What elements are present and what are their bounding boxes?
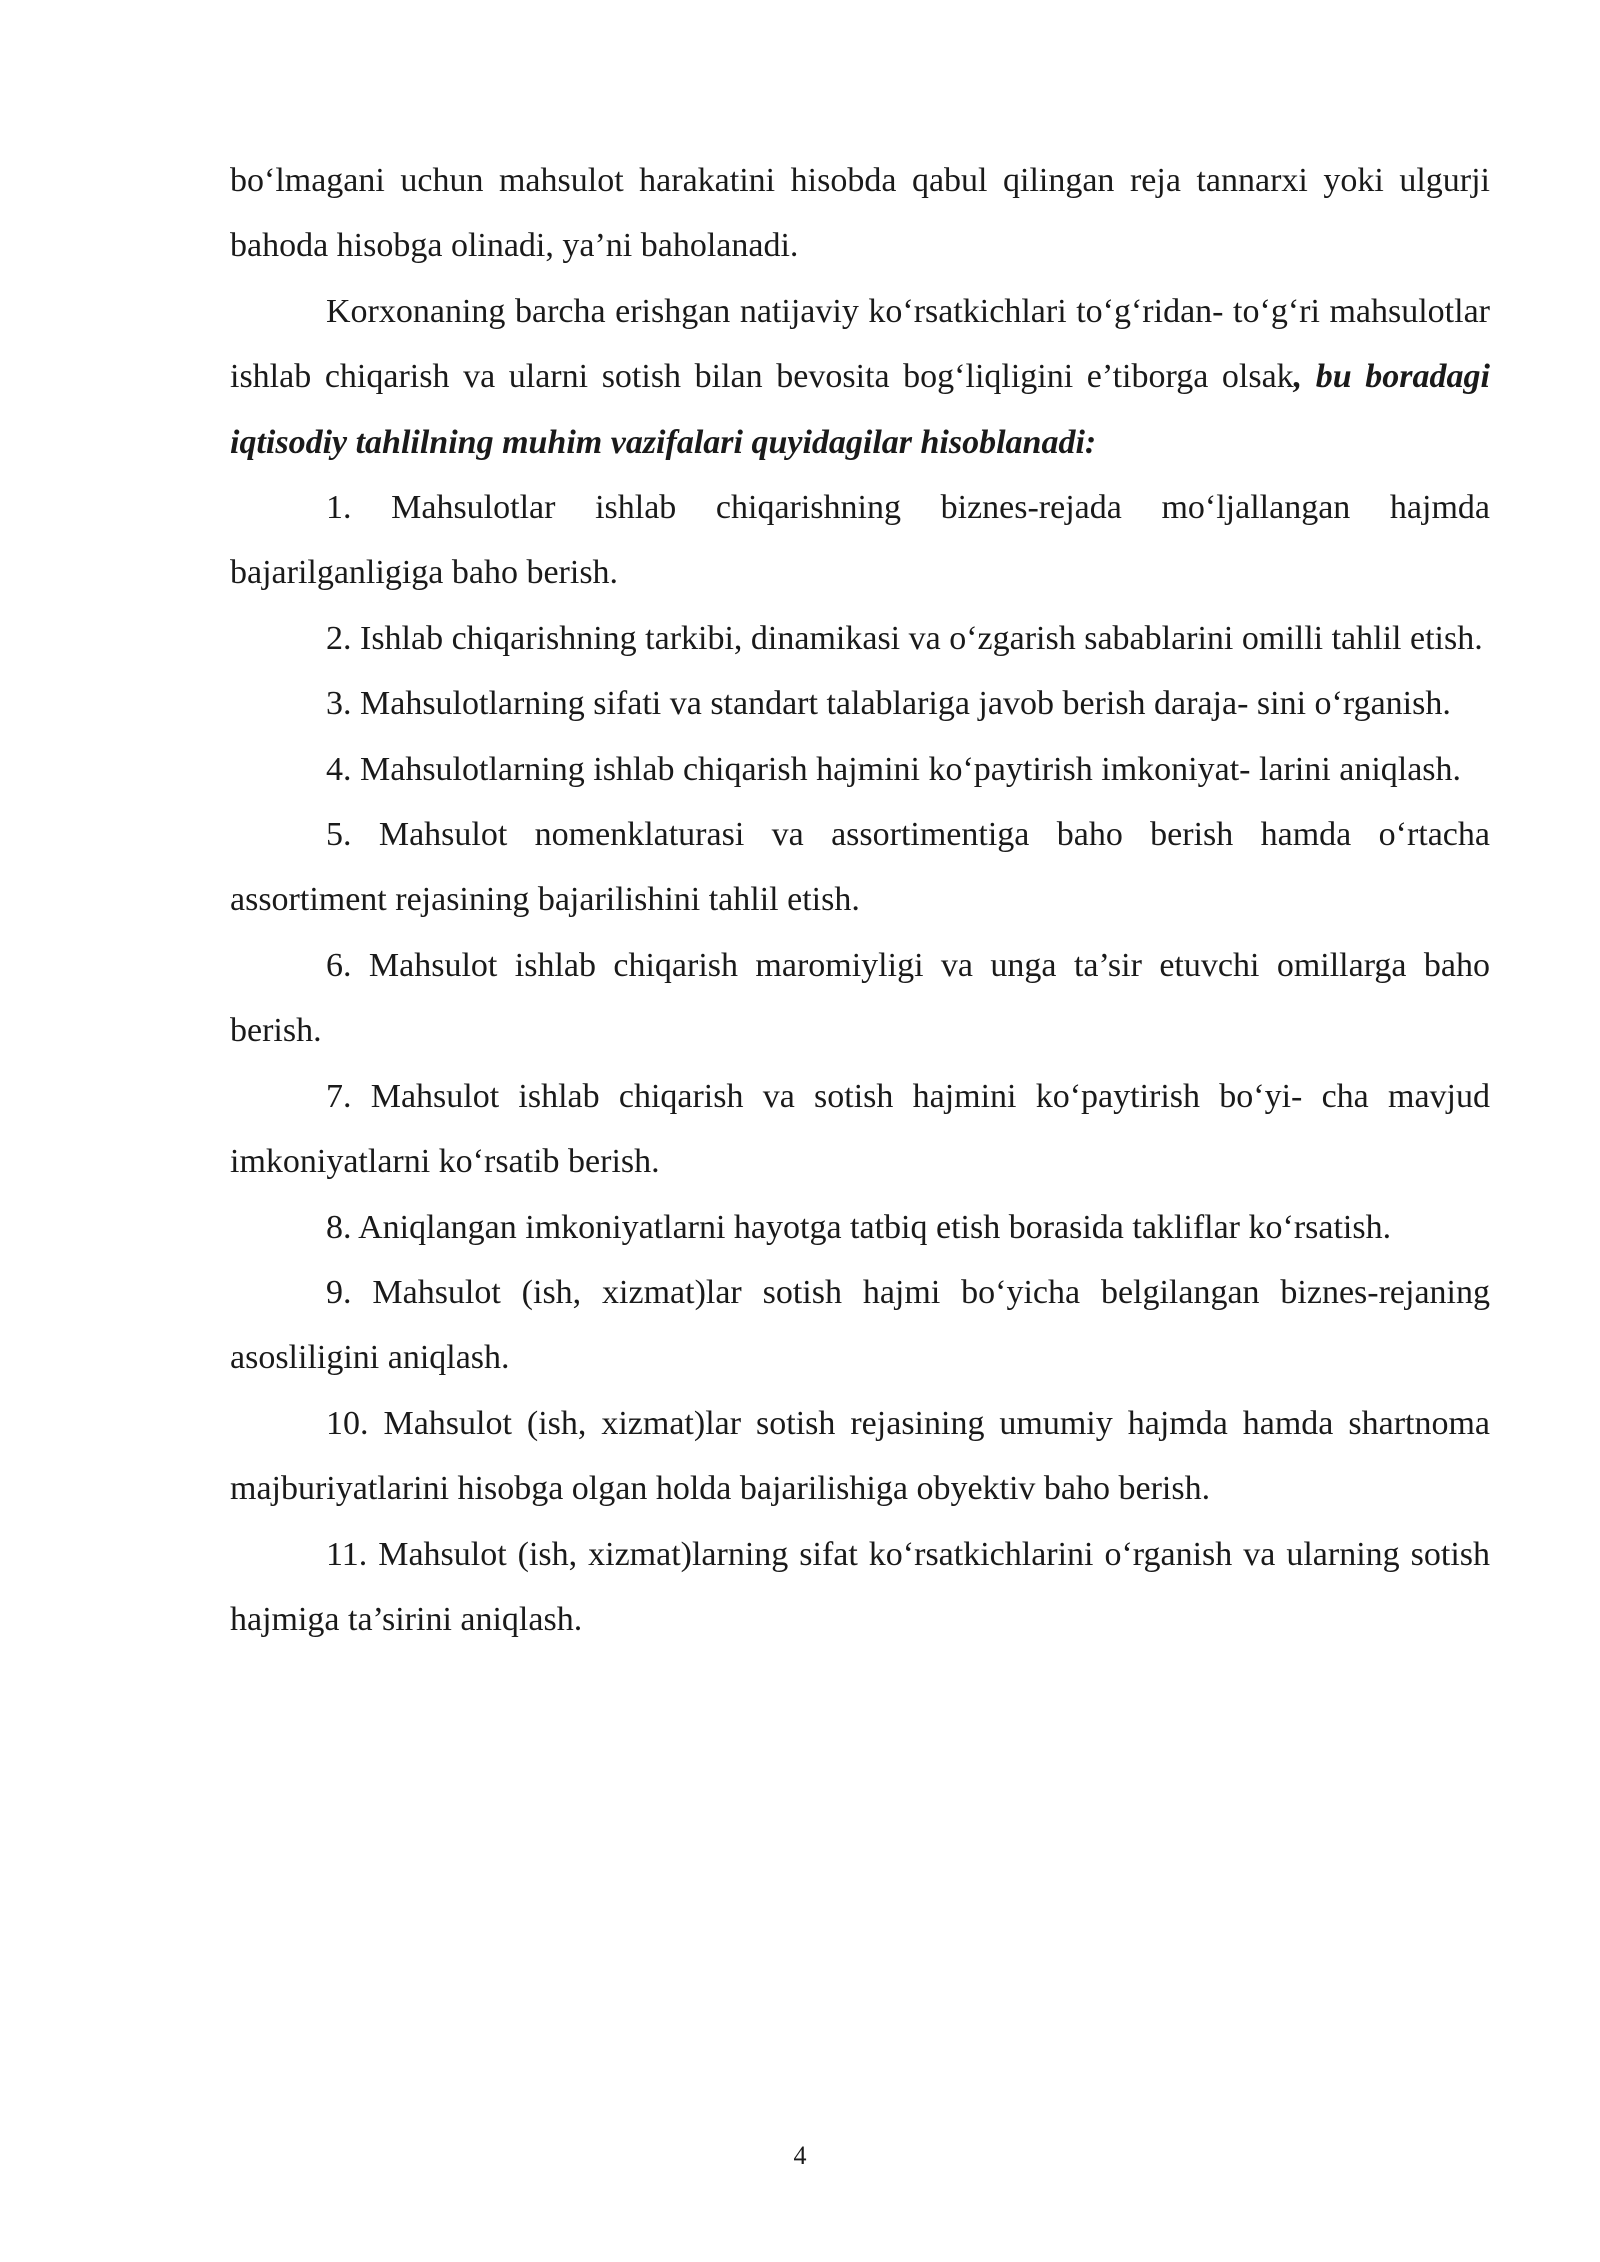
list-item-1: 1. Mahsulotlar ishlab chiqarishning biznes-rejada mo‘ljallangan hajmda bajarilganligiga baho berish. bbox=[230, 489, 1490, 592]
list-item-2: 2. Ishlab chiqarishning tarkibi, dinamikasi va o‘zgarish sabablarini omilli tahlil etish. bbox=[326, 619, 1483, 657]
list-item-6: 6. Mahsulot ishlab chiqarish maromiyligi va unga ta’sir etuvchi omillarga baho berish. bbox=[230, 946, 1490, 1050]
intro-emphasis-text: , bu boradagi iqtisodiy tahlilning muhim vazifalari quyidagilar hisoblanadi: bbox=[230, 358, 1490, 461]
intro-paragraph bbox=[230, 279, 1490, 475]
list-item-11: 11. Mahsulot (ish, xizmat)larning sifat ko‘rsatkichlarini o‘rganish va ularning sotish hajmiga ta’sirini aniqlash. bbox=[230, 1535, 1490, 1638]
page-number: 4 bbox=[793, 2141, 807, 2170]
list-item-7: 7. Mahsulot ishlab chiqarish va sotish hajmini ko‘paytirish bo‘yi- cha mavjud imkoniyatlarni ko‘rsatib berish. bbox=[230, 1077, 1490, 1181]
continuation-paragraph: bo‘lmagani uchun mahsulot harakatini hisobda qabul qilingan reja tannarxi yoki ulgurji bahoda hisobga olinadi, ya’ni baholanadi. bbox=[230, 162, 1490, 265]
list-item-9: 9. Mahsulot (ish, xizmat)lar sotish hajmi bo‘yicha belgilangan biznes-rejaning asosliligini aniqlash. bbox=[230, 1273, 1490, 1377]
list-item-3: 3. Mahsulotlarning sifati va standart talablariga javob berish daraja- sini o‘rganish. bbox=[326, 685, 1451, 723]
list-item-5: 5. Mahsulot nomenklaturasi va assortimentiga baho berish hamda o‘rtacha assortiment rejasining bajarilishini tahlil etish. bbox=[230, 816, 1490, 919]
list-item-10: 10. Mahsulot (ish, xizmat)lar sotish rejasining umumiy hajmda hamda shartnoma majburiyatlarini hisobga olgan holda bajarilishiga obyektiv baho berish. bbox=[230, 1404, 1490, 1508]
intro-lead-text: Korxonaning barcha erishgan natijaviy ko‘rsatkichlari to‘g‘ridan- to‘g‘ri mahsulotlar ishlab chiqarish va ularni sotish bilan bevosita bog‘liqligini e’tiborga olsak bbox=[230, 292, 1490, 396]
list-item-4: 4. Mahsulotlarning ishlab chiqarish hajmini ko‘paytirish imkoniyat- larini aniqlash. bbox=[326, 750, 1462, 788]
document-body bbox=[230, 148, 1490, 1652]
list-item-8: 8. Aniqlangan imkoniyatlarni hayotga tatbiq etish borasida takliflar ko‘rsatish. bbox=[326, 1208, 1392, 1246]
